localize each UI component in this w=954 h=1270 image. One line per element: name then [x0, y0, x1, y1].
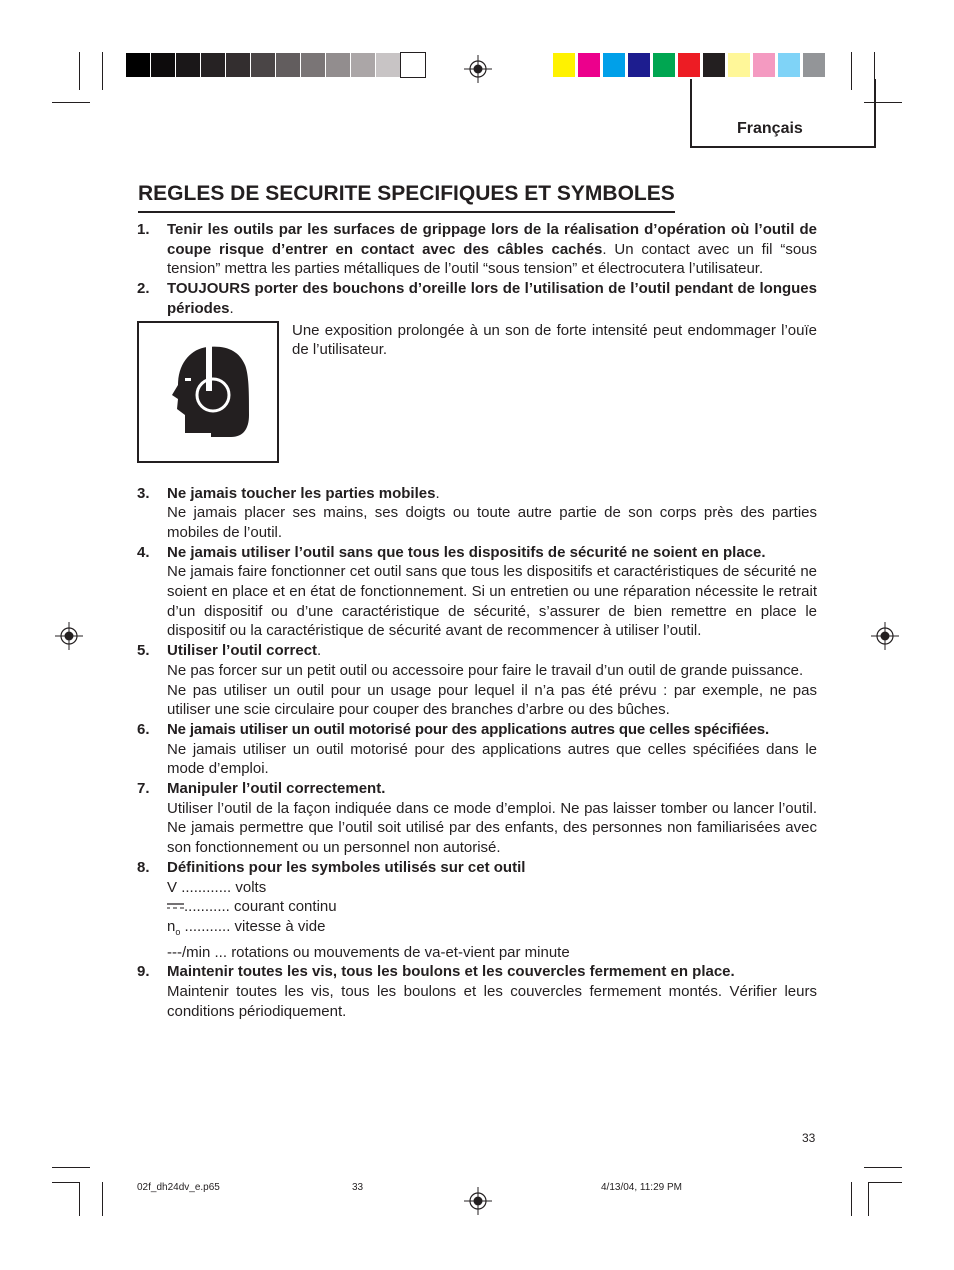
- crop-mark: [79, 52, 80, 90]
- item-text: Ne jamais placer ses mains, ses doigts ou toute autre partie de son corps près des parties mobiles de l’outil.: [167, 504, 817, 541]
- gray-swatch: [301, 53, 325, 77]
- gray-swatch: [351, 53, 375, 77]
- item-number: 5.: [137, 642, 150, 660]
- crop-mark: [102, 52, 103, 90]
- crop-mark: [868, 1182, 902, 1183]
- gray-swatch: [201, 53, 225, 77]
- gray-swatch: [226, 53, 250, 77]
- symbol-row: [167, 943, 817, 963]
- item-text: Ne jamais faire fonctionner cet outil sans que tous les dispositifs et caractéristiques de sécurité ne soient en place et en état de fonctionnement. Si un entretien ou une réparation nécessite le retrait d’un dispositif ou d’une caractéristique de sécurité, s’assurer de bien remettre en place le dispositif ou la caractéristique de sécurité avant de recommencer à utiliser l’outil.: [167, 563, 817, 640]
- color-swatch: [553, 53, 575, 77]
- crop-mark: [851, 1182, 852, 1216]
- item-suffix: .: [435, 484, 440, 502]
- color-swatch: [803, 53, 825, 77]
- symbol-definition: volts: [235, 878, 267, 896]
- item-number: 3.: [137, 484, 150, 502]
- registration-mark-icon: [464, 1187, 492, 1215]
- item-heading: Tenir les outils par les surfaces de grippage lors de la réalisation d’opération où l’outil de coupe risque d’entrer en contact avec des câbles cachés: [167, 221, 817, 258]
- leader-dots: ...........: [184, 917, 231, 935]
- item-heading: Ne jamais utiliser un outil motorisé pour des applications autres que celles spécifiées.: [167, 720, 769, 738]
- color-swatch: [778, 53, 800, 77]
- color-swatch: [603, 53, 625, 77]
- crop-mark: [52, 1167, 90, 1168]
- item-number: 1.: [137, 221, 150, 238]
- direct-current-icon: [167, 901, 184, 911]
- item-suffix: .: [317, 642, 322, 660]
- list-item: [137, 543, 817, 642]
- registration-mark-icon: [871, 622, 899, 650]
- gray-swatch: [376, 53, 400, 77]
- page-number: 33: [802, 1131, 816, 1145]
- item-number: 4.: [137, 543, 150, 561]
- list-item: [137, 220, 817, 279]
- gray-swatch: [276, 53, 300, 77]
- gray-swatch: [326, 53, 350, 77]
- item-heading: Définitions pour les symboles utilisés sur cet outil: [167, 858, 526, 876]
- footer-filename: 02f_dh24dv_e.p65: [137, 1182, 220, 1193]
- list-item: [137, 641, 817, 720]
- list-item: [137, 779, 817, 858]
- symbol: ---/min: [167, 943, 211, 961]
- color-swatch: [703, 53, 725, 77]
- list-item: [137, 484, 817, 543]
- icon-description: Une exposition prolongée à un son de forte intensité peut endommager l’ouïe de l’utilisateur.: [292, 321, 817, 359]
- item-heading: Manipuler l’outil correctement.: [167, 780, 386, 798]
- item-text: Utiliser l’outil de la façon indiquée dans ce mode d’emploi. Ne pas laisser tomber ou lancer l’outil. Ne jamais permettre que l’outil soit utilisé par des enfants, des personnes non familiarisées avec son fonctionnement ou un personnel non autorisé.: [167, 799, 817, 857]
- symbol-row: [167, 917, 817, 943]
- safety-rules-list: [137, 220, 817, 1022]
- item-number: 6.: [137, 720, 150, 738]
- color-swatch: [728, 53, 750, 77]
- list-item: [137, 858, 817, 963]
- symbol-definitions: [167, 878, 817, 963]
- gray-swatch: [176, 53, 200, 77]
- symbol: n: [167, 917, 176, 935]
- item-heading: TOUJOURS porter des bouchons d’oreille lors de l’utilisation de l’outil pendant de longues périodes: [167, 280, 817, 317]
- item-text: Ne pas forcer sur un petit outil ou accessoire pour faire le travail d’un outil de grande puissance.: [167, 661, 804, 679]
- item-heading: Ne jamais toucher les parties mobiles: [167, 484, 436, 502]
- gray-swatch: [126, 53, 150, 77]
- color-swatch: [678, 53, 700, 77]
- symbol-row: [167, 897, 817, 917]
- item-text: Ne jamais utiliser un outil motorisé pour des applications autres que celles spécifiées dans le mode d’emploi.: [167, 740, 817, 778]
- crop-mark: [864, 1167, 902, 1168]
- color-swatch: [578, 53, 600, 77]
- symbol: V: [167, 878, 178, 896]
- symbol-definition: courant continu: [234, 898, 337, 916]
- list-item: [137, 279, 817, 462]
- language-label: Français: [737, 120, 803, 137]
- leader-dots: ...: [214, 943, 228, 961]
- gray-swatch: [251, 53, 275, 77]
- leader-dots: ...........: [184, 898, 230, 916]
- item-text: .: [229, 299, 234, 317]
- registration-mark-icon: [55, 622, 83, 650]
- color-swatch: [628, 53, 650, 77]
- page-title: REGLES DE SECURITE SPECIFIQUES ET SYMBOLES: [138, 182, 675, 213]
- crop-mark: [79, 1182, 80, 1216]
- item-text: Ne pas utiliser un outil pour un usage pour lequel il n’a pas été prévu : par exemple, ne pas utiliser une scie circulaire pour couper des branches d’arbre ou des bûches.: [167, 681, 817, 719]
- list-item: [137, 962, 817, 1021]
- item-number: 7.: [137, 780, 150, 798]
- footer-date: 4/13/04, 11:29 PM: [601, 1182, 682, 1193]
- crop-mark: [102, 1182, 103, 1216]
- leader-dots: ............: [181, 878, 232, 896]
- registration-mark-icon: [464, 55, 492, 83]
- crop-mark: [52, 102, 90, 103]
- item-number: 2.: [137, 280, 150, 298]
- item-heading: Utiliser l’outil correct: [167, 642, 318, 660]
- item-heading: Maintenir toutes les vis, tous les boulons et les couvercles fermement en place.: [167, 963, 735, 981]
- crop-mark: [52, 1182, 80, 1183]
- item-text: Maintenir toutes les vis, tous les boulons et les couvercles fermement montés. Vérifier leurs conditions périodiquement.: [167, 983, 817, 1020]
- symbol-definition: vitesse à vide: [234, 917, 326, 935]
- ear-protection-icon: [137, 321, 279, 463]
- item-number: 9.: [137, 963, 150, 981]
- crop-mark: [868, 1182, 869, 1216]
- list-item: [137, 720, 817, 779]
- footer-page: 33: [352, 1182, 364, 1193]
- item-text: . Un contact avec un fil “sous tension” mettra les parties métalliques de l’outil “sous tension” et électrocutera l’utilisateur.: [167, 240, 818, 278]
- color-swatch: [653, 53, 675, 77]
- color-swatch: [753, 53, 775, 77]
- gray-swatch: [401, 53, 425, 77]
- symbol-definition: rotations ou mouvements de va-et-vient par minute: [231, 943, 570, 961]
- item-heading: Ne jamais utiliser l’outil sans que tous les dispositifs de sécurité ne soient en place.: [167, 543, 766, 561]
- symbol-row: [167, 878, 817, 898]
- gray-swatch: [151, 53, 175, 77]
- item-number: 8.: [137, 858, 150, 876]
- symbol-subscript: o: [175, 926, 181, 937]
